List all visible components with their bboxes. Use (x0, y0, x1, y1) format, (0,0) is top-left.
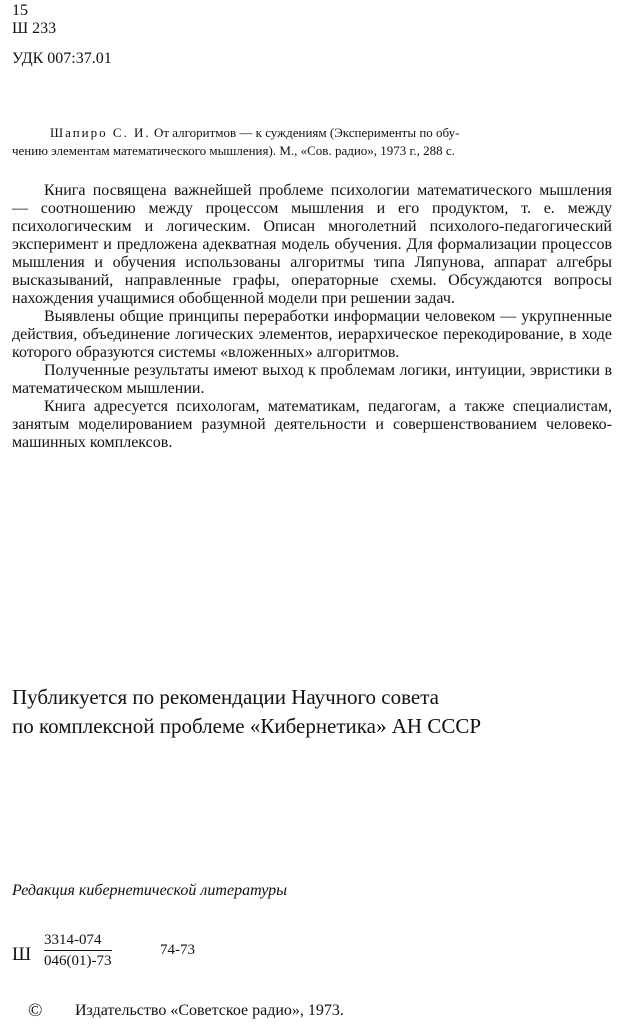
publishing-index-letter: Ш (12, 944, 32, 965)
abstract (12, 182, 612, 452)
biblio-line-1 (12, 124, 608, 142)
biblio-title: От алгоритмов — к суждениям (Эксперименты по обу- (150, 125, 460, 140)
publishing-index-denominator: 046(01)-73 (44, 953, 112, 969)
author-mark: Ш 233 (12, 20, 57, 37)
recommendation-line-1: Публикуется по рекомендации Научного совета (12, 685, 439, 709)
biblio-line-2: чению элементам математического мышления). М., «Сов. радио», 1973 г., 288 с. (12, 143, 455, 158)
abstract-paragraph-3: Полученные результаты имеют выход к проблемам логики, интуиции, эвристики в математическом мышлении. (12, 362, 612, 397)
editorial-office: Редакция кибернетической литературы (12, 882, 287, 899)
recommendation-line-2: по комплексной проблеме «Кибернетика» АН СССР (12, 714, 482, 738)
publishing-index-numerator: 3314-074 (44, 931, 112, 951)
udk-code: УДК 007:37.01 (12, 50, 112, 67)
publishing-index-code: 74-73 (160, 942, 195, 958)
abstract-paragraph-2: Выявлены общие принципы переработки информации человеком — укрупненные действия, объединение логических элементов, иерархическое перекодирование, в ходе которого образуются системы «вложенных» алгоритмов. (12, 308, 612, 361)
recommendation-note (12, 683, 481, 741)
abstract-paragraph-1: Книга посвящена важнейшей проблеме психологии математического мышления — соотношению между процессом мышления и его продуктом, т. е. между психологическим и логическим. Описан многолетний психолого-педагогический эксперимент и предложена адекватная модель обучения. Для формализации процессов мышления и обучения использованы алгоритмы типа Ляпунова, аппарат алгебры высказываний, направленные графы, операторные схемы. Обсуждаются вопросы нахождения учащимися обобщенной модели при решении задач. (12, 182, 612, 307)
publisher-copyright: Издательство «Советское радио», 1973. (75, 1002, 344, 1019)
copyright-icon: © (28, 1000, 43, 1021)
abstract-paragraph-4: Книга адресуется психологам, математикам, педагогам, а также специалистам, занятым моделированием разумной деятельности и совершенствованием человеко-машинных комплексов. (12, 398, 612, 451)
bibliographic-description (12, 124, 608, 160)
publishing-index-fraction (44, 931, 112, 970)
class-number: 15 (12, 2, 28, 19)
biblio-author: Шапиро С. И. (50, 125, 151, 140)
